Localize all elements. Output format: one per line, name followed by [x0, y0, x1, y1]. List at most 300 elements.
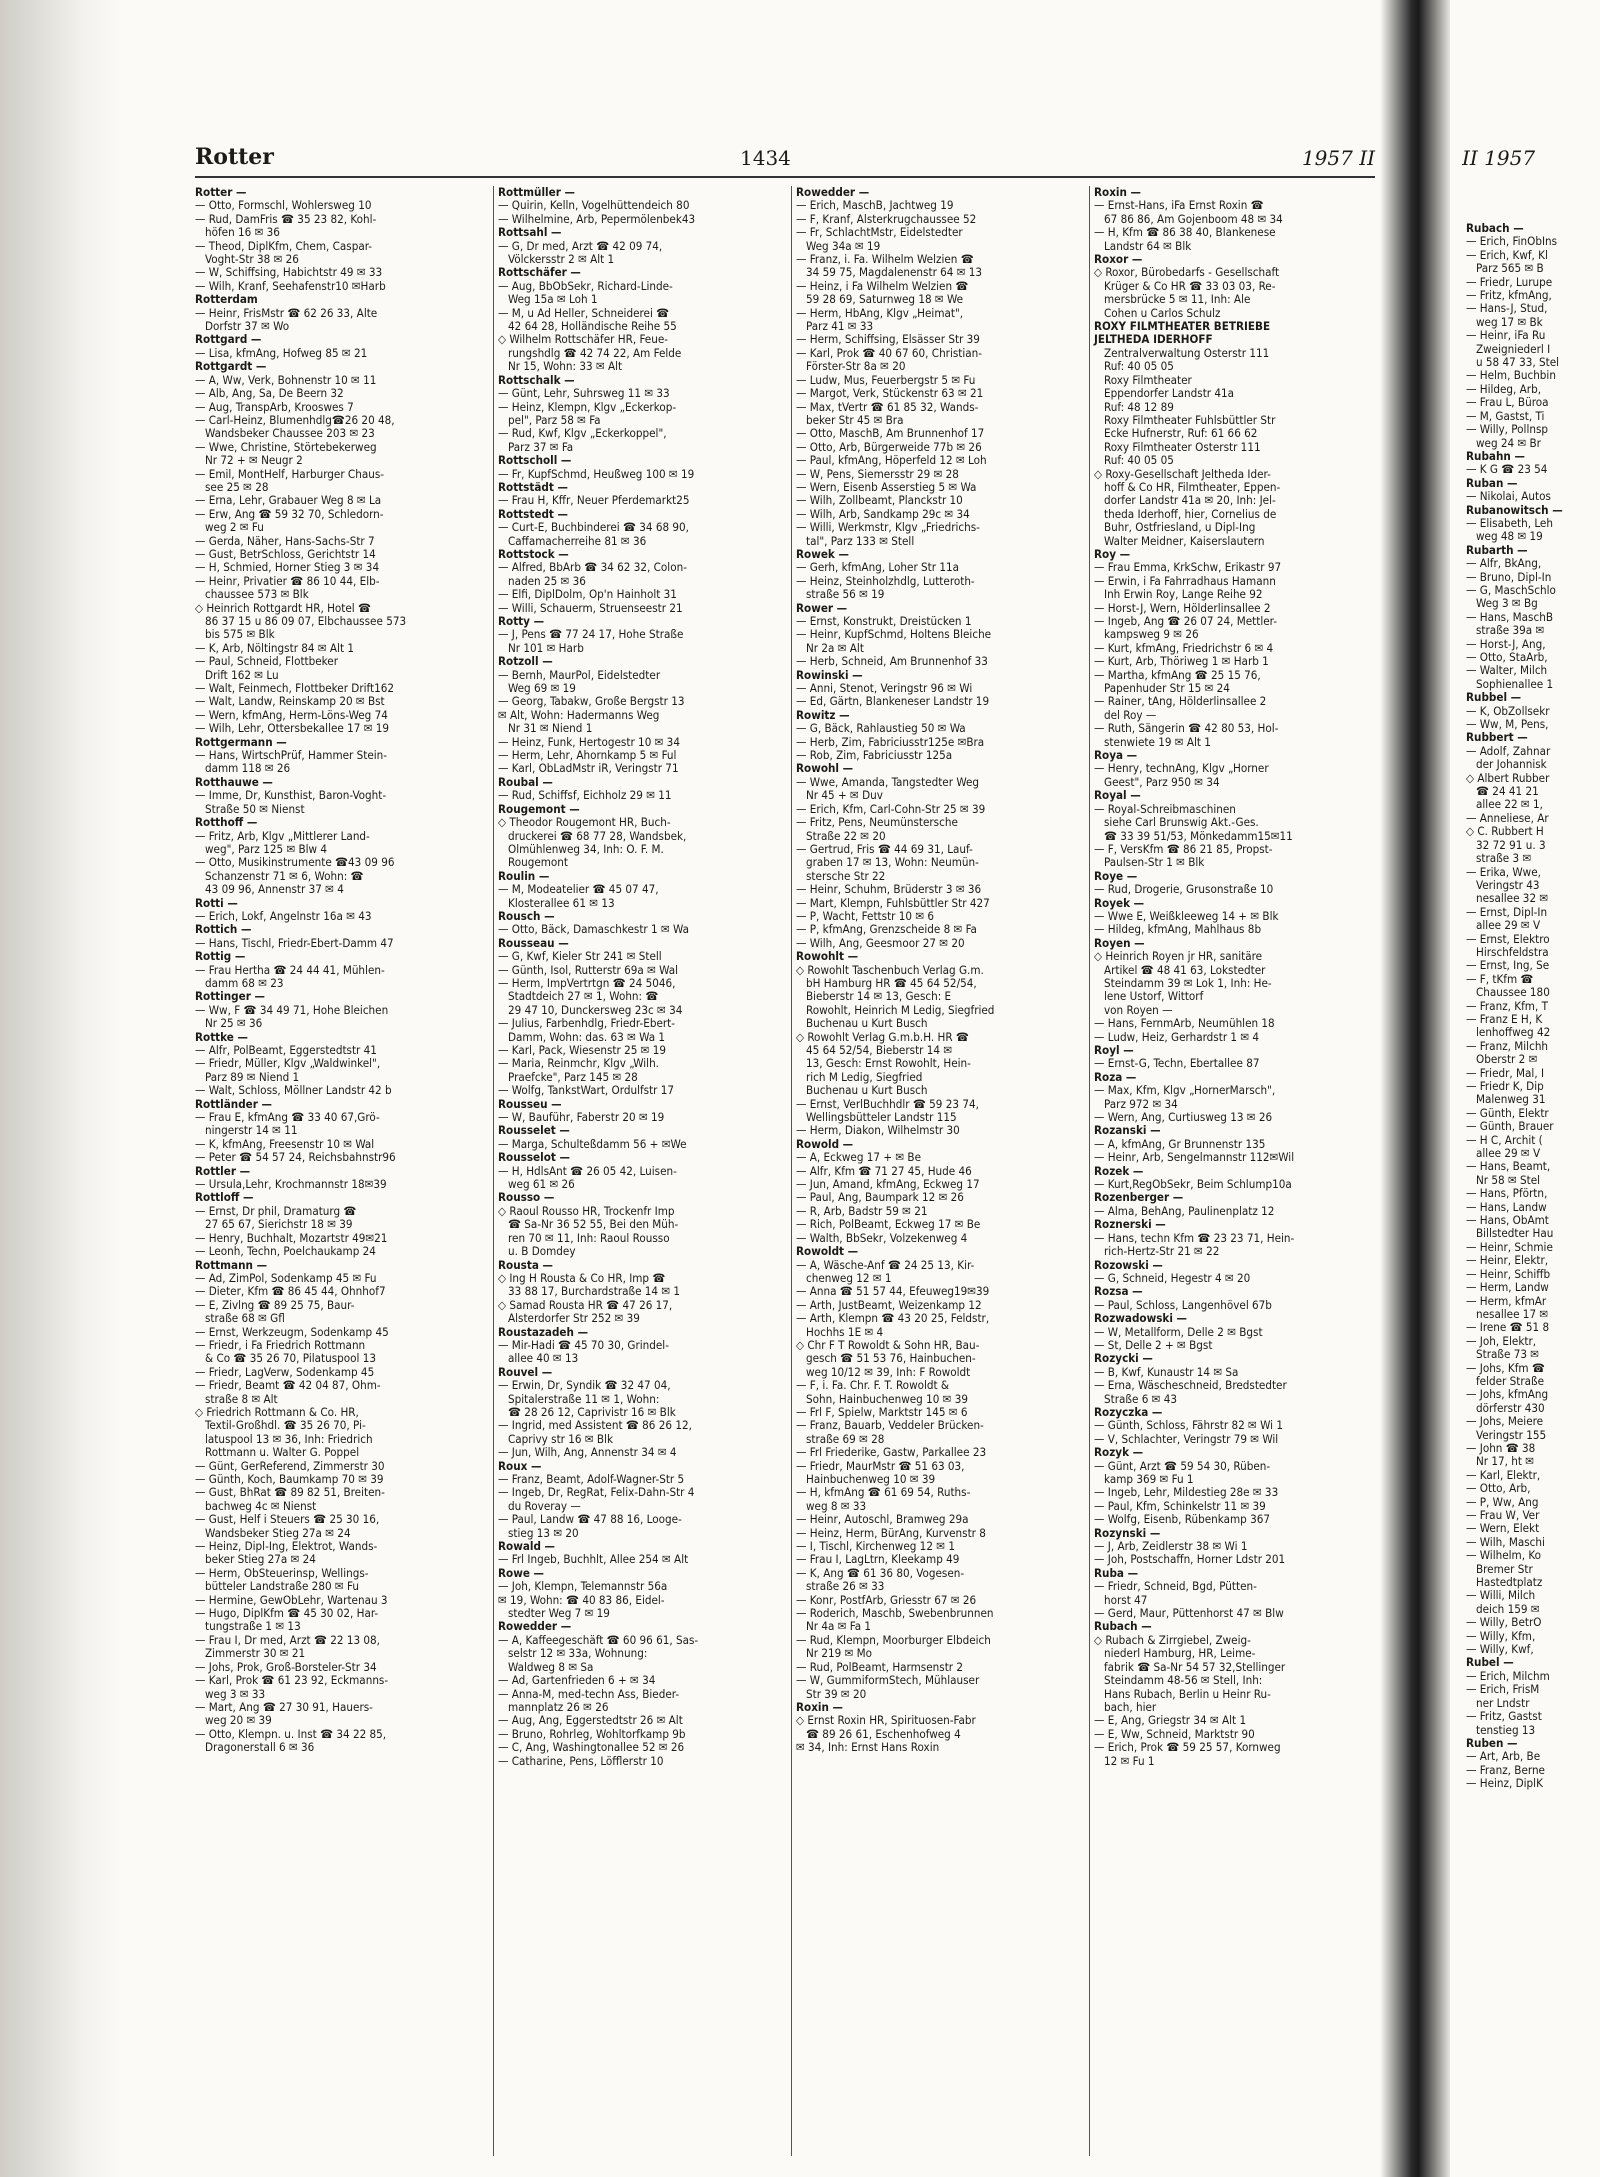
column-3	[791, 186, 1080, 2156]
directory-entry-line: Nr 17, ht ✉	[1476, 1454, 1535, 1469]
directory-entry-line: nesallee 17 ✉	[1476, 1306, 1549, 1321]
directory-entry-line: — Karl, Pack, Wiesenstr 25 ✉ 19	[498, 1043, 667, 1057]
directory-entry-line: — Gerda, Näher, Hans-Sachs-Str 7	[195, 533, 375, 548]
directory-entry-line: — Heinr, KupfSchmd, Holtens Bleiche	[796, 627, 992, 642]
directory-entry-line: rich-Hertz-Str 21 ✉ 22	[1104, 1244, 1220, 1259]
surname-heading: Rouvel —	[498, 1364, 553, 1379]
directory-entry-line: — Frau W, Ver	[1466, 1508, 1540, 1522]
directory-entry-line: straße 26 ✉ 33	[806, 1579, 885, 1594]
directory-entry-line: & Co ☎ 35 26 70, Pilatuspool 13	[205, 1351, 377, 1366]
directory-entry-line: tungstraße 1 ✉ 13	[205, 1619, 301, 1634]
directory-entry-line: — Alma, BehAng, Paulinenplatz 12	[1094, 1203, 1275, 1218]
directory-entry-line: — J, Pens ☎ 77 24 17, Hohe Straße	[498, 627, 684, 642]
directory-entry-line: Nr 31 ✉ Niend 1	[508, 721, 593, 736]
directory-entry-line: — Gust, BetrSchloss, Gerichtstr 14	[195, 546, 376, 561]
directory-entry-line: Weg 69 ✉ 19	[508, 681, 576, 696]
surname-heading: Rubel —	[1466, 1655, 1514, 1670]
directory-entry-line: — Friedr, i Fa Friedrich Rottmann	[195, 1337, 366, 1352]
surname-heading: Royal —	[1094, 788, 1141, 803]
directory-entry-line: — Fritz, Pens, Neumünstersche	[796, 815, 958, 830]
directory-entry-line: — Walt, Feinmech, Flottbeker Drift162	[195, 681, 394, 696]
directory-entry-line: — Otto, Arb,	[1466, 1481, 1531, 1496]
directory-entry-line: Ruf: 40 05 05	[1104, 359, 1174, 374]
directory-entry-line: — Ruth, Sängerin ☎ 42 80 53, Hol-	[1094, 721, 1279, 736]
directory-entry-line: — Erika, Wwe,	[1466, 864, 1541, 879]
directory-entry-line: Caprivy str 16 ✉ Blk	[508, 1431, 613, 1446]
directory-entry-line: — Ernst, Konstrukt, Dreistücken 1	[796, 614, 972, 628]
directory-entry-line: — Günth, Brauer	[1466, 1119, 1554, 1134]
directory-entry-line: ☎ 89 26 61, Eschenhofweg 4	[806, 1726, 961, 1741]
directory-entry-line: — Erna, Wäscheschneid, Bredstedter	[1094, 1378, 1287, 1393]
directory-entry-line: — Ernst-G, Techn, Ebertallee 87	[1094, 1056, 1260, 1071]
directory-entry-line: — K, kfmAng, Freesenstr 10 ✉ Wal	[195, 1136, 375, 1151]
directory-entry-line: — Jun, Amand, kfmAng, Eckweg 17	[796, 1177, 980, 1192]
directory-entry-line: — Karl, Prok ☎ 61 23 92, Eckmanns-	[195, 1673, 389, 1688]
surname-heading: Rottgermann —	[195, 734, 287, 749]
directory-entry-line: — Georg, Tabakw, Große Bergstr 13	[498, 694, 685, 709]
directory-entry-line: weg 3 ✉ 33	[205, 1686, 266, 1701]
directory-entry-line: — Paul, Landw ☎ 47 88 16, Looge-	[498, 1512, 682, 1527]
directory-entry-line: Parz 972 ✉ 34	[1104, 1096, 1178, 1111]
directory-entry-line: ✉ 34, Inh: Ernst Hans Roxin	[796, 1740, 940, 1755]
directory-entry-line: bachweg 4c ✉ Nienst	[205, 1498, 317, 1513]
directory-entry-line: 12 ✉ Fu 1	[1104, 1753, 1155, 1768]
surname-heading: Rottgardt —	[195, 359, 267, 374]
surname-heading: Roya —	[1094, 748, 1138, 763]
directory-entry-line: Weg 3 ✉ Bg	[1476, 596, 1538, 611]
directory-entry-line: — W, Bauführ, Faberstr 20 ✉ 19	[498, 1110, 665, 1125]
directory-entry-line: mersbrücke 5 ✉ 11, Inh: Ale	[1104, 292, 1251, 307]
directory-entry-line: — Ed, Gärtn, Blankeneser Landstr 19	[796, 694, 990, 709]
directory-entry-line: weg 2 ✉ Fu	[205, 520, 264, 535]
directory-entry-line: — Hans, techn Kfm ☎ 23 23 71, Hein-	[1094, 1230, 1295, 1245]
directory-entry-line: — Frau I, Dr med, Arzt ☎ 22 13 08,	[195, 1632, 380, 1647]
directory-entry-line: dorfer Landstr 41a ✉ 20, Inh: Jel-	[1104, 493, 1276, 508]
directory-entry-line: — Ernst, Dipl-In	[1466, 904, 1548, 919]
directory-entry-line: — Arth, Klempn ☎ 43 20 25, Feldstr,	[796, 1311, 990, 1326]
surname-heading: JELTHEDA IDERHOFF	[1094, 332, 1213, 347]
directory-entry-line: Roxy Filmtheater Osterstr 111	[1104, 439, 1261, 454]
directory-entry-line: — Anna-M, med-techn Ass, Bieder-	[498, 1686, 680, 1701]
right-page-column	[1466, 222, 1600, 2152]
page-header	[195, 140, 1375, 178]
directory-entry-line: — Herm, Lehr, Ahornkamp 5 ✉ Ful	[498, 748, 677, 763]
directory-entry-line: — Hans, Tischl, Friedr-Ebert-Damm 47	[195, 935, 394, 950]
directory-entry-line: Förster-Str 8a ✉ 20	[806, 359, 906, 374]
directory-entry-line: — Otto, Arb, Bürgerweide 77b ✉ 26	[796, 439, 982, 454]
directory-entry-line: — Ingeb, Lehr, Mildestieg 28e ✉ 33	[1094, 1485, 1279, 1500]
directory-entry-line: — Aug, TranspArb, Krooswes 7	[195, 399, 354, 414]
surname-heading: Rowinski —	[796, 667, 863, 682]
directory-entry-line: — Paul, Schloss, Langenhövel 67b	[1094, 1297, 1272, 1312]
directory-entry-line: — K G ☎ 23 54	[1466, 462, 1548, 477]
surname-heading: Rotter —	[195, 186, 247, 199]
directory-entry-line: — Willy, Pollnsp	[1466, 422, 1549, 437]
directory-entry-line: fabrik ☎ Sa-Nr 54 57 32,Stellinger	[1104, 1659, 1286, 1674]
directory-entry-line: — Hans, MaschB	[1466, 609, 1553, 624]
surname-heading: Rotthauwe —	[195, 774, 273, 789]
directory-entry-line: — Walt, Landw, Reinskamp 20 ✉ Bst	[195, 694, 385, 709]
directory-page-right-partial	[1462, 140, 1600, 2160]
directory-entry-line: — Imme, Dr, Kunsthist, Baron-Voght-	[195, 788, 387, 803]
directory-entry-line: — Hugo, DiplKfm ☎ 45 30 02, Har-	[195, 1606, 379, 1621]
directory-entry-line: Nr 25 ✉ 36	[205, 1016, 263, 1031]
surname-heading: Rozyk —	[1094, 1445, 1144, 1460]
directory-entry-line: Parz 37 ✉ Fa	[508, 439, 574, 454]
directory-entry-line: — Ad, Gartenfrieden 6 + ✉ 34	[498, 1673, 656, 1688]
directory-entry-line: 45 64 52/54, Bieberstr 14 ✉	[806, 1043, 953, 1057]
directory-entry-line: Hirschfeldstra	[1476, 944, 1549, 959]
directory-entry-line: chaussee 573 ✉ Blk	[205, 587, 309, 602]
directory-entry-line: — H, Schmied, Horner Stieg 3 ✉ 34	[195, 560, 380, 575]
directory-entry-line: — Fritz, kfmAng,	[1466, 288, 1552, 303]
directory-entry-line: kamp 369 ✉ Fu 1	[1104, 1472, 1194, 1486]
directory-entry-line: — Gerh, kfmAng, Loher Str 11a	[796, 560, 960, 575]
directory-entry-line: — Mart, Ang ☎ 27 30 91, Hauers-	[195, 1699, 373, 1714]
column-2	[493, 186, 782, 2156]
surname-heading: Roubal —	[498, 774, 553, 789]
directory-entry-line: Textil-Großhdl. ☎ 35 26 70, Pi-	[205, 1418, 366, 1433]
directory-entry-line: theda Iderhoff, hier, Cornelius de	[1104, 506, 1277, 521]
directory-entry-line: — Friedr K, Dip	[1466, 1079, 1544, 1093]
directory-entry-line: — Karl, Prok ☎ 40 67 60, Christian-	[796, 345, 983, 360]
directory-entry-line: stersche Str 22	[806, 868, 886, 883]
surname-heading: Rousseu —	[498, 1096, 562, 1111]
directory-entry-line: druckerei ☎ 68 77 28, Wandsbek,	[508, 828, 687, 843]
directory-entry-line: — Günt, Arzt ☎ 59 54 30, Rüben-	[1094, 1458, 1271, 1473]
directory-entry-line: — Erwin, i Fa Fahrradhaus Hamann	[1094, 573, 1276, 588]
directory-entry-line: ☎ 28 26 12, Caprivistr 16 ✉ Blk	[508, 1404, 676, 1419]
directory-entry-line: Rottmann u. Walter G. Poppel	[205, 1445, 360, 1460]
surname-heading: Royl —	[1094, 1043, 1134, 1057]
directory-entry-line: ◇ Chr F T Rowoldt & Sohn HR, Bau-	[796, 1337, 980, 1352]
directory-entry-line: weg 17 ✉ Bk	[1476, 314, 1543, 329]
surname-heading: Roux —	[498, 1458, 542, 1473]
directory-entry-line: Steindamm 48-56 ✉ Stell, Inh:	[1104, 1673, 1263, 1688]
directory-entry-line: — Walter, Milch	[1466, 663, 1548, 678]
directory-entry-line: weg 61 ✉ 26	[508, 1177, 575, 1192]
directory-entry-line: — Ernst-Hans, iFa Ernst Roxin ☎	[1094, 198, 1264, 213]
directory-entry-line: Billstedter Hau	[1476, 1226, 1554, 1241]
directory-entry-line: lenhoffweg 42	[1476, 1025, 1551, 1040]
surname-heading: Rubach —	[1094, 1619, 1152, 1634]
directory-entry-line: — Henry, Buchhalt, Mozartstr 49✉21	[195, 1230, 388, 1245]
directory-entry-line: Artikel ☎ 48 41 63, Lokstedter	[1104, 962, 1266, 977]
directory-entry-line: — Art, Arb, Be	[1466, 1749, 1541, 1764]
directory-entry-line: — P, kfmAng, Grenzscheide 8 ✉ Fa	[796, 922, 977, 937]
surname-heading: Rower —	[796, 600, 848, 615]
surname-heading: Rubahn —	[1466, 448, 1525, 463]
directory-entry-line: — A, Wäsche-Anf ☎ 24 25 13, Kir-	[796, 1257, 975, 1272]
directory-entry-line: — E, Zivlng ☎ 89 25 75, Baur-	[195, 1297, 355, 1312]
directory-entry-line: Dragonerstall 6 ✉ 36	[205, 1740, 315, 1755]
directory-entry-line: — Herm, ImpVertrtgn ☎ 24 5046,	[498, 975, 676, 990]
directory-entry-line: — Erich, FinObIns	[1466, 234, 1558, 249]
directory-entry-line: — Fritz, Gastst	[1466, 1709, 1542, 1724]
directory-entry-line: Straße 6 ✉ 43	[1104, 1391, 1177, 1406]
directory-entry-line: — Hans, Pförtn,	[1466, 1186, 1548, 1201]
surname-heading: ROXY FILMTHEATER BETRIEBE	[1094, 319, 1271, 334]
directory-entry-line: ◇ Ing H Rousta & Co HR, Imp ☎	[498, 1270, 666, 1285]
surname-heading: Rozyczka —	[1094, 1404, 1163, 1419]
directory-entry-line: — Hans-J, Stud,	[1466, 301, 1548, 316]
surname-heading: Rottmann —	[195, 1257, 267, 1272]
directory-entry-line: — Fritz, Arb, Klgv „Mittlerer Land-	[195, 828, 370, 843]
surname-heading: Rottstedt —	[498, 506, 568, 521]
directory-entry-line: pel", Parz 58 ✉ Fa	[508, 412, 601, 427]
directory-entry-line: — Max, Kfm, Klgv „HornerMarsch",	[1094, 1083, 1276, 1098]
directory-entry-line: — Günt, Lehr, Suhrsweg 11 ✉ 33	[498, 386, 670, 401]
directory-entry-line: Wellingsbütteler Landstr 115	[806, 1110, 957, 1125]
directory-entry-line: — K, Ang ☎ 61 36 80, Vogesen-	[796, 1565, 965, 1580]
running-head-name: Rotter	[195, 144, 274, 170]
directory-entry-line: — Heinz, Funk, Hertogestr 10 ✉ 34	[498, 734, 680, 749]
directory-entry-line: — Kurt, Arb, Thöriweg 1 ✉ Harb 1	[1094, 654, 1269, 669]
directory-entry-line: — Friedr, Schneid, Bgd, Pütten-	[1094, 1579, 1257, 1594]
directory-entry-line: ☎ 24 41 21	[1476, 784, 1539, 799]
directory-entry-line: Dorfstr 37 ✉ Wo	[205, 319, 290, 334]
surname-heading: Rozsa —	[1094, 1284, 1143, 1299]
directory-entry-line: Wandsbeker Stieg 27a ✉ 24	[205, 1525, 351, 1540]
directory-entry-line: Klosterallee 61 ✉ 13	[508, 895, 615, 910]
directory-entry-line: — Heinz, Steinholzhdlg, Lutteroth-	[796, 573, 975, 588]
directory-entry-line: Sohn, Hainbuchenweg 10 ✉ 39	[806, 1391, 969, 1406]
directory-entry-line: straße 39a ✉	[1476, 623, 1545, 638]
directory-entry-line: Zweigniederl I	[1476, 341, 1551, 356]
directory-entry-line: ◇ Albert Rubber	[1466, 770, 1550, 785]
directory-entry-line: — Heinr, FrisMstr ☎ 62 26 33, Alte	[195, 305, 378, 320]
directory-entry-line: — Günth, Isol, Rutterstr 69a ✉ Wal	[498, 962, 679, 977]
directory-entry-line: — Wilh, Maschi	[1466, 1534, 1545, 1549]
surname-heading: Rozycki —	[1094, 1351, 1153, 1366]
surname-heading: Rubbert —	[1466, 730, 1528, 745]
directory-entry-line: — Hans, Landw	[1466, 1199, 1547, 1214]
directory-entry-line: Veringstr 43	[1476, 877, 1540, 892]
directory-entry-line: allee 29 ✉ V	[1476, 918, 1541, 933]
directory-entry-line: — Karl, Elektr,	[1466, 1467, 1541, 1482]
surname-heading: Rottich —	[195, 922, 252, 937]
directory-entry-line: Waldweg 8 ✉ Sa	[508, 1659, 594, 1674]
directory-entry-line: chenweg 12 ✉ 1	[806, 1270, 892, 1285]
surname-heading: Rougemont —	[498, 801, 580, 816]
directory-entry-line: — Frl F, Spielw, Marktstr 145 ✉ 6	[796, 1404, 968, 1419]
directory-entry-line: weg 20 ✉ 39	[205, 1713, 272, 1728]
surname-heading: Rottke —	[195, 1029, 248, 1044]
directory-entry-line: straße 68 ✉ Gfl	[205, 1311, 285, 1326]
directory-entry-line: bH Hamburg HR ☎ 45 64 52/54,	[806, 975, 977, 990]
directory-entry-line: allee 22 ✉ 1,	[1476, 797, 1543, 812]
directory-entry-line: — Henry, technAng, Klgv „Horner	[1094, 761, 1269, 776]
surname-heading: Royen —	[1094, 935, 1145, 950]
directory-entry-line: — Ernst, Ing, Se	[1466, 958, 1550, 973]
directory-entry-line: — Frl Ingeb, Buchhlt, Allee 254 ✉ Alt	[498, 1552, 689, 1567]
directory-entry-line: — F, i. Fa. Chr. F. T. Rowoldt &	[796, 1378, 950, 1393]
directory-entry-line: Hainbuchenweg 10 ✉ 39	[806, 1472, 936, 1486]
directory-entry-line: stieg 13 ✉ 20	[508, 1525, 579, 1540]
directory-entry-line: — Heinz, Klempn, Klgv „Eckerkop-	[498, 399, 677, 414]
directory-entry-line: — Bruno, Dipl-In	[1466, 569, 1552, 584]
directory-entry-line: — Hans, Beamt,	[1466, 1159, 1551, 1174]
directory-entry-line: tal", Parz 133 ✉ Stell	[806, 533, 915, 548]
column-1	[195, 186, 479, 2156]
directory-entry-line: — Rob, Zim, Fabriciusstr 125a	[796, 748, 953, 763]
directory-entry-line: Buchenau u Kurt Busch	[806, 1016, 928, 1031]
directory-entry-line: Stadtdeich 27 ✉ 1, Wohn: ☎	[508, 989, 659, 1004]
directory-entry-line: — H, HdlsAnt ☎ 26 05 42, Luisen-	[498, 1163, 677, 1178]
directory-entry-line: see 25 ✉ 28	[205, 479, 269, 494]
surname-heading: Rotty —	[498, 614, 545, 628]
directory-entry-line: — E, Ww, Schneid, Marktstr 90	[1094, 1726, 1255, 1741]
directory-entry-line: — Ludw, Heiz, Gerhardstr 1 ✉ 4	[1094, 1029, 1260, 1044]
directory-entry-line: 42 64 28, Holländische Reihe 55	[508, 319, 677, 334]
directory-entry-line: Parz 41 ✉ 33	[806, 319, 874, 334]
directory-entry-line: — Wilh, Ang, Geesmoor 27 ✉ 20	[796, 935, 965, 950]
directory-entry-line: — Johs, kfmAng	[1466, 1387, 1549, 1402]
directory-entry-line: — Ernst, Elektro	[1466, 931, 1550, 946]
directory-entry-line: Sophienallee 1	[1476, 676, 1554, 691]
directory-entry-line: — Ad, ZimPol, Sodenkamp 45 ✉ Fu	[195, 1270, 377, 1285]
surname-heading: Roza —	[1094, 1069, 1137, 1084]
directory-entry-line: Zimmerstr 30 ✉ 21	[205, 1646, 306, 1661]
directory-entry-line: — Ingrid, med Assistent ☎ 86 26 12,	[498, 1418, 692, 1433]
directory-entry-line: — Anni, Stenot, Veringstr 96 ✉ Wi	[796, 681, 973, 696]
directory-entry-line: — Ernst, Werkzeugm, Sodenkamp 45	[195, 1324, 389, 1339]
directory-entry-line: — Friedr, LagVerw, Sodenkamp 45	[195, 1364, 375, 1379]
directory-entry-line: — Max, tVertr ☎ 61 85 32, Wands-	[796, 399, 979, 414]
directory-entry-line: tenstieg 13	[1476, 1722, 1536, 1737]
directory-entry-line: deich 159 ✉	[1476, 1601, 1540, 1616]
directory-entry-line: — Günth, Schloss, Fährstr 82 ✉ Wi 1	[1094, 1418, 1283, 1433]
directory-entry-line: bütteler Landstraße 280 ✉ Fu	[205, 1579, 359, 1594]
directory-entry-line: Schanzenstr 71 ✉ 6, Wohn: ☎	[205, 868, 364, 883]
directory-entry-line: — Hans, ObAmt	[1466, 1213, 1549, 1228]
directory-entry-line: — Heinz, i Fa Wilhelm Welzien ☎	[796, 278, 969, 293]
directory-entry-line: — Elfi, DiplDolm, Op'n Hainholt 31	[498, 587, 677, 602]
directory-entry-line: — Martha, kfmAng ☎ 25 15 76,	[1094, 667, 1261, 682]
directory-entry-line: — Erich, FrisM	[1466, 1682, 1540, 1697]
directory-entry-line: — Wilh, Lehr, Ottersbekallee 17 ✉ 19	[195, 721, 390, 736]
directory-entry-line: — Erich, Lokf, Angelnstr 16a ✉ 43	[195, 908, 372, 923]
directory-entry-line: — Ingeb, Dr, RegRat, Felix-Dahn-Str 4	[498, 1485, 695, 1500]
surname-heading: Rottstädt —	[498, 479, 568, 494]
directory-entry-line: der Johannisk	[1476, 757, 1547, 772]
directory-entry-line: Cohen u Carlos Schulz	[1104, 305, 1221, 320]
directory-entry-line: — Rich, PolBeamt, Eckweg 17 ✉ Be	[796, 1217, 981, 1232]
surname-heading: Rousso —	[498, 1190, 555, 1205]
surname-heading: Rottschäfer —	[498, 265, 581, 280]
directory-entry-line: mannplatz 26 ✉ 26	[508, 1699, 609, 1714]
directory-entry-line: Roxy Filmtheater Fuhlsbüttler Str	[1104, 412, 1276, 427]
directory-entry-line: — Quirin, Kelln, Vogelhüttendeich 80	[498, 198, 690, 213]
surname-heading: Rowohlt —	[796, 949, 859, 964]
directory-entry-line: — Fr, KupfSchmd, Heußweg 100 ✉ 19	[498, 466, 695, 481]
directory-entry-line: Malenweg 31	[1476, 1092, 1546, 1107]
directory-entry-line: ◇ Raoul Rousso HR, Trockenfr Imp	[498, 1203, 675, 1218]
directory-entry-line: — Theod, DiplKfm, Chem, Caspar-	[195, 238, 373, 253]
directory-entry-line: ◇ Theodor Rougemont HR, Buch-	[498, 815, 671, 830]
directory-entry-line: — St, Delle 2 + ✉ Bgst	[1094, 1337, 1213, 1352]
directory-entry-line: — Günth, Elektr	[1466, 1105, 1549, 1120]
directory-entry-line: straße 56 ✉ 19	[806, 587, 885, 602]
directory-entry-line: — K, Arb, Nöltingstr 84 ✉ Alt 1	[195, 640, 354, 655]
directory-entry-line: — Paul, Kfm, Schinkelstr 11 ✉ 39	[1094, 1498, 1266, 1513]
directory-entry-line: — Franz, Berne	[1466, 1762, 1545, 1777]
surname-heading: Rousta —	[498, 1257, 553, 1272]
directory-entry-line: — Frau Hertha ☎ 24 44 41, Mühlen-	[195, 962, 385, 977]
directory-entry-line: — Margot, Verk, Stückenstr 63 ✉ 21	[796, 386, 984, 401]
directory-entry-line: — Wolfg, TankstWart, Ordulfstr 17	[498, 1083, 675, 1098]
directory-entry-line: — Heinr, Elektr,	[1466, 1253, 1549, 1268]
directory-entry-line: — Frau L, Büroa	[1466, 395, 1549, 410]
directory-entry-line: — Otto, StaArb,	[1466, 650, 1548, 664]
directory-entry-line: — Gerd, Maur, Püttenhorst 47 ✉ Blw	[1094, 1606, 1284, 1621]
directory-entry-line: — Joh, Postschaffn, Horner Ldstr 201	[1094, 1552, 1286, 1567]
directory-entry-line: — Franz, Kfm, T	[1466, 998, 1548, 1013]
directory-entry-line: — Ernst, Dr phil, Dramaturg ☎	[195, 1203, 357, 1218]
directory-entry-line: — Rud, Drogerie, Grusonstraße 10	[1094, 882, 1274, 897]
directory-entry-line: ◇ Samad Rousta HR ☎ 47 26 17,	[498, 1297, 673, 1312]
directory-entry-line: — Herm, Schiffsing, Elsässer Str 39	[796, 332, 980, 347]
directory-entry-line: — Franz, Beamt, Adolf-Wagner-Str 5	[498, 1472, 685, 1486]
surname-heading: Rozwadowski —	[1094, 1311, 1187, 1326]
directory-entry-line: — Arth, JustBeamt, Weizenkamp 12	[796, 1297, 982, 1312]
directory-entry-line: weg", Parz 125 ✉ Blw 4	[205, 841, 328, 856]
surname-heading: Rowald —	[498, 1539, 555, 1554]
directory-entry-line: Voght-Str 38 ✉ 26	[205, 252, 299, 267]
directory-entry-line: — P, Ww, Ang	[1466, 1494, 1539, 1509]
surname-heading: Rozanski —	[1094, 1123, 1161, 1138]
directory-entry-line: — Dieter, Kfm ☎ 86 45 44, Ohnhof7	[195, 1284, 386, 1299]
surname-heading: Rottländer —	[195, 1096, 272, 1111]
directory-entry-line: ◇ Rowohlt Taschenbuch Verlag G.m.	[796, 962, 984, 977]
directory-entry-line: — Franz, Bauarb, Veddeler Brücken-	[796, 1418, 984, 1433]
directory-entry-line: dörferstr 430	[1476, 1400, 1545, 1415]
directory-entry-line: — Frl Friederike, Gastw, Parkallee 23	[796, 1445, 987, 1460]
directory-entry-line: stedter Weg 7 ✉ 19	[508, 1606, 610, 1621]
directory-entry-line: bis 575 ✉ Blk	[205, 627, 275, 642]
directory-entry-line: beker Stieg 27a ✉ 24	[205, 1552, 316, 1567]
directory-entry-line: — Curt-E, Buchbinderei ☎ 34 68 90,	[498, 520, 689, 535]
surname-heading: Rubarth —	[1466, 542, 1528, 557]
directory-entry-line: — Franz, Milchh	[1466, 1038, 1549, 1053]
directory-entry-line: — Friedr, Beamt ☎ 42 04 87, Ohm-	[195, 1378, 381, 1393]
directory-entry-line: Buchenau u Kurt Busch	[806, 1083, 928, 1098]
directory-entry-line: straße 69 ✉ 28	[806, 1431, 885, 1446]
directory-entry-line: — Royal-Schreibmaschinen	[1094, 801, 1236, 816]
directory-entry-line: straße 8 ✉ Alt	[205, 1391, 278, 1406]
directory-entry-line: — H C, Archit (	[1466, 1132, 1543, 1147]
directory-entry-line: — Friedr, Müller, Klgv „Waldwinkel",	[195, 1056, 381, 1071]
directory-entry-line: lene Ustorf, Wittorf	[1104, 989, 1204, 1004]
directory-entry-line: — V, Schlachter, Veringstr 79 ✉ Wil	[1094, 1431, 1279, 1446]
directory-entry-line: — Mart, Klempn, Fuhlsbüttler Str 427	[796, 895, 990, 910]
directory-entry-line: allee 29 ✉ V	[1476, 1146, 1541, 1161]
surname-heading: Rotthoff —	[195, 815, 258, 830]
directory-entry-line: Rowohlt, Heinrich M Ledig, Siegfried	[806, 1002, 995, 1017]
directory-entry-line: — I, Tischl, Kirchenweg 12 ✉ 1	[796, 1539, 955, 1554]
directory-entry-line: — Walt, Schloss, Möllner Landstr 42 b	[195, 1083, 392, 1098]
surname-heading: Rottig —	[195, 949, 246, 964]
directory-entry-line: — Heinr, Schmie	[1466, 1239, 1553, 1254]
directory-entry-line: Olmühlenweg 34, Inh: O. F. M.	[508, 841, 664, 856]
surname-heading: Rowek —	[796, 546, 849, 561]
surname-heading: Roy —	[1094, 546, 1131, 561]
directory-entry-line: stenwiete 19 ✉ Alt 1	[1104, 734, 1211, 749]
directory-entry-line: Alsterdorfer Str 252 ✉ 39	[508, 1311, 640, 1326]
directory-entry-line: — K, ObZollsekr	[1466, 703, 1550, 718]
directory-entry-line: Straße 73 ✉	[1476, 1347, 1540, 1362]
directory-entry-line: Straße 22 ✉ 20	[806, 828, 886, 843]
